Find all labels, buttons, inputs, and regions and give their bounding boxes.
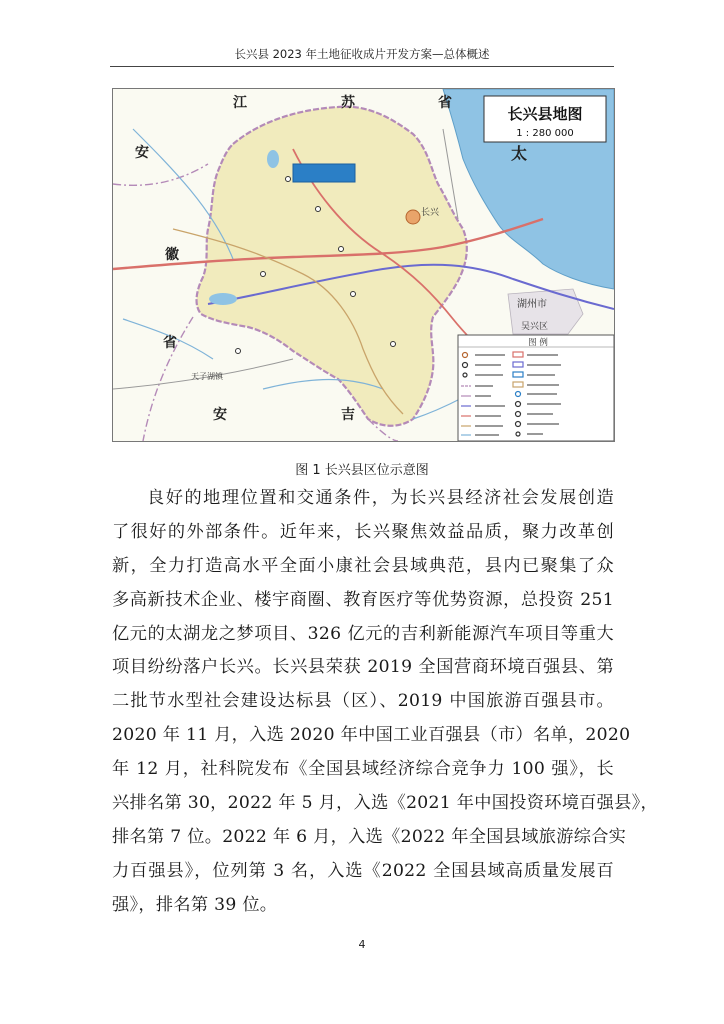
label-hui: 徽: [165, 247, 179, 263]
paragraph-line: 排名第 7 位。2022 年 6 月，入选《2022 年全国县域旅游综合实: [112, 826, 627, 847]
paragraph-line: 多高新技术企业、楼宇商圈、教育医疗等优势资源，总投资 251: [112, 589, 614, 610]
paragraph-line: 强》，排名第 39 位。: [112, 894, 278, 915]
paragraph-line: 新，全力打造高水平全面小康社会县域典范，县内已聚集了众: [112, 555, 614, 576]
paragraph-line: 亿元的太湖龙之梦项目、326 亿元的吉利新能源汽车项目等重大: [112, 623, 614, 644]
paragraph-line: 二批节水型社会建设达标县（区）、2019 中国旅游百强县市。: [112, 691, 614, 712]
label-an-2: 安: [213, 407, 227, 423]
county-map: [112, 88, 615, 442]
paragraph-line: 项目纷纷落户长兴。长兴县荣获 2019 全国营商环境百强县、第: [112, 657, 614, 678]
map-svg: [113, 89, 614, 441]
highlight-sign: [293, 164, 355, 182]
map-title: 长兴县地图: [507, 105, 583, 123]
map-legend: [458, 335, 614, 441]
label-ji: 吉: [341, 407, 355, 423]
header-rule: [110, 66, 614, 67]
page-number: 4: [358, 938, 366, 951]
label-sheng-1: 省: [438, 95, 452, 111]
map-scale: 1 : 280 000: [516, 128, 574, 139]
paragraph-line: 了很好的外部条件。近年来，长兴聚焦效益品质，聚力改革创: [112, 521, 614, 542]
paragraph-line: 2020 年 11 月，入选 2020 年中国工业百强县（市）名单，2020: [112, 725, 631, 746]
body-paragraph: [112, 482, 659, 923]
label-tianzihu: 天子湖镇: [191, 372, 223, 381]
label-changxing: 长兴: [421, 208, 440, 218]
paragraph-line: 良好的地理位置和交通条件，为长兴县经济社会发展创造: [147, 488, 614, 508]
label-huzhou: 湖州市: [517, 299, 547, 310]
paragraph-line: 力百强县》，位列第 3 名，入选《2022 全国县域高质量发展百: [112, 860, 614, 881]
paragraph-line: 兴排名第 30，2022 年 5 月，入选《2021 年中国投资环境百强县》，: [112, 793, 659, 814]
label-jiang: 江: [233, 95, 247, 111]
label-an-1: 安: [135, 145, 149, 161]
figure-caption: 图 1 长兴县区位示意图: [295, 463, 429, 478]
legend-title: 图 例: [528, 338, 548, 348]
reservoir-1: [209, 293, 237, 305]
page-header: 长兴县 2023 年土地征收成片开发方案—总体概述: [234, 47, 490, 61]
label-wuxing: 吴兴区: [521, 322, 549, 332]
reservoir-2: [267, 150, 279, 168]
map-title-box: [484, 96, 606, 142]
label-su: 苏: [341, 95, 355, 111]
label-sheng-2: 省: [163, 335, 177, 351]
label-tai: 太: [511, 144, 528, 163]
paragraph-line: 年 12 月，社科院发布《全国县域经济综合竞争力 100 强》，长: [112, 759, 614, 780]
